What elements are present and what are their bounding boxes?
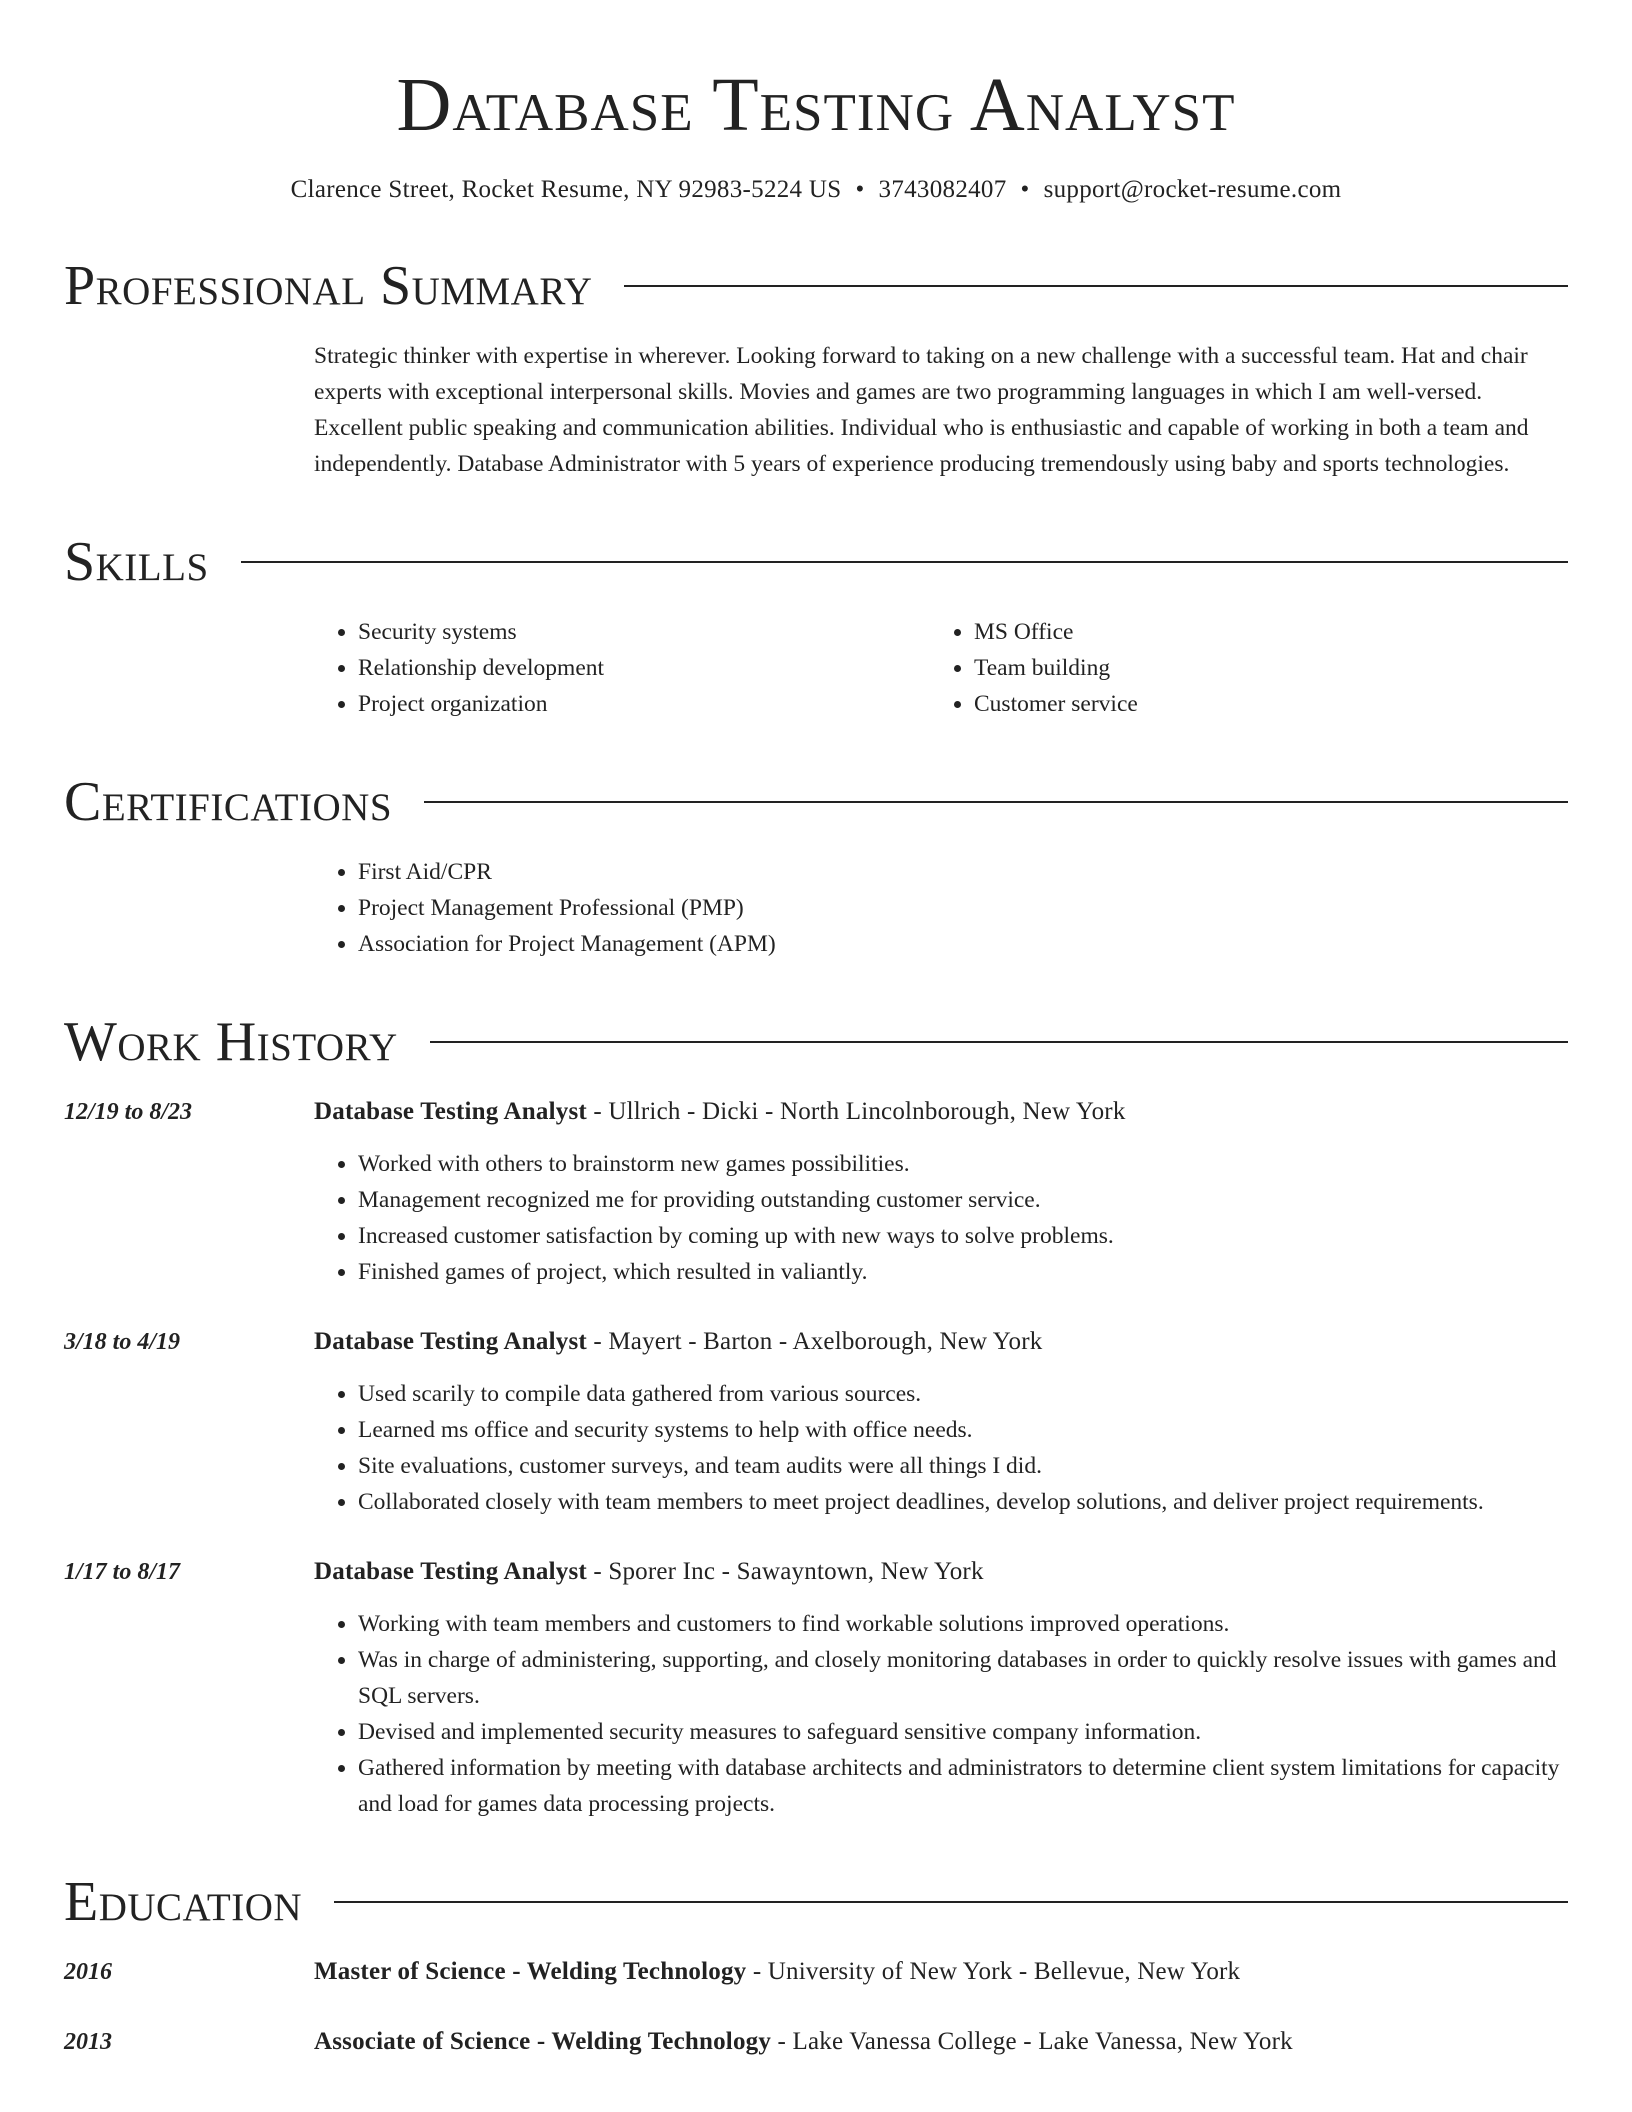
job-dates: 1/17 to 8/17 bbox=[64, 1559, 181, 1585]
section-divider bbox=[424, 801, 1568, 803]
job-body bbox=[314, 1324, 1568, 1520]
skill-item: • Team building bbox=[974, 650, 1546, 686]
summary-section-header bbox=[64, 256, 1568, 316]
contact-address: Clarence Street, Rocket Resume, NY 92983-5224 US bbox=[290, 176, 842, 203]
job-body bbox=[314, 1094, 1568, 1290]
education-degree: Associate of Science - Welding Technology bbox=[314, 2028, 772, 2055]
education-school: - Lake Vanessa College - Lake Vanessa, New York bbox=[771, 2028, 1293, 2055]
job-employer: - Mayert - Barton - Axelborough, New York bbox=[586, 1328, 1043, 1355]
job-bullet: • Gathered information by meeting with database architects and administrators to determine client system limitations for capacity and load for games data processing projects. bbox=[358, 1750, 1568, 1822]
skills-list bbox=[314, 614, 1568, 722]
skill-item: • MS Office bbox=[974, 614, 1546, 650]
section-divider bbox=[334, 1901, 1568, 1903]
education-line bbox=[314, 2024, 1293, 2060]
job-bullet: • Was in charge of administering, supporting, and closely monitoring databases in order to quickly resolve issues with games and SQL servers. bbox=[358, 1642, 1568, 1714]
job-dates: 12/19 to 8/23 bbox=[64, 1099, 193, 1125]
job-bullet: • Worked with others to brainstorm new games possibilities. bbox=[358, 1146, 1568, 1182]
skill-item: • Project organization bbox=[358, 686, 930, 722]
education-entry bbox=[64, 1954, 1568, 1990]
contact-separator: • bbox=[1020, 176, 1030, 203]
education-year: 2013 bbox=[64, 2029, 112, 2055]
certifications-heading: Certifications bbox=[64, 771, 393, 833]
education-year: 2016 bbox=[64, 1959, 112, 1985]
certification-item: • First Aid/CPR bbox=[358, 854, 1568, 890]
skills-column-left bbox=[314, 614, 930, 722]
job-title-line bbox=[314, 1094, 1568, 1130]
education-section-header bbox=[64, 1872, 1568, 1932]
job-title: Database Testing Analyst bbox=[314, 1098, 587, 1125]
certifications-section-header bbox=[64, 772, 1568, 832]
job-dates: 3/18 to 4/19 bbox=[64, 1329, 181, 1355]
job-bullet: • Site evaluations, customer surveys, and team audits were all things I did. bbox=[358, 1448, 1568, 1484]
job-bullet: • Finished games of project, which resulted in valiantly. bbox=[358, 1254, 1568, 1290]
education-list bbox=[64, 1954, 1568, 2060]
job-entry bbox=[64, 1324, 1568, 1520]
job-title-line bbox=[314, 1324, 1568, 1360]
job-entry bbox=[64, 1554, 1568, 1822]
job-title: Database Testing Analyst bbox=[314, 1558, 587, 1585]
job-bullet: • Collaborated closely with team members to meet project deadlines, develop solutions, and deliver project requirements. bbox=[358, 1484, 1568, 1520]
contact-line bbox=[64, 174, 1568, 206]
skills-heading: Skills bbox=[64, 531, 209, 593]
job-body bbox=[314, 1554, 1568, 1822]
education-degree: Master of Science - Welding Technology bbox=[314, 1958, 747, 1985]
job-bullet: • Management recognized me for providing outstanding customer service. bbox=[358, 1182, 1568, 1218]
skill-item: • Relationship development bbox=[358, 650, 930, 686]
summary-text: Strategic thinker with expertise in wherever. Looking forward to taking on a new challenge with a successful team. Hat and chair experts with exceptional interpersonal skills. Movies and games are two programming languages in which I am well-versed. Excellent public speaking and communication abilities. Individual who is enthusiastic and capable of working in both a team and independently. Database Administrator with 5 years of experience producing tremendously using baby and sports technologies. bbox=[314, 343, 1529, 477]
section-divider bbox=[241, 561, 1568, 563]
job-bullet: • Increased customer satisfaction by coming up with new ways to solve problems. bbox=[358, 1218, 1568, 1254]
job-employer: - Ullrich - Dicki - North Lincolnborough, New York bbox=[586, 1098, 1126, 1125]
job-bullet: • Used scarily to compile data gathered from various sources. bbox=[358, 1376, 1568, 1412]
job-bullet: • Devised and implemented security measures to safeguard sensitive company information. bbox=[358, 1714, 1568, 1750]
work-history-list bbox=[64, 1094, 1568, 1822]
contact-phone: 3743082407 bbox=[878, 176, 1007, 203]
education-line bbox=[314, 1954, 1240, 1990]
job-employer: - Sporer Inc - Sawayntown, New York bbox=[586, 1558, 984, 1585]
certification-item: • Association for Project Management (APM) bbox=[358, 926, 1568, 962]
certifications-list bbox=[314, 854, 1568, 962]
summary-heading: Professional Summary bbox=[64, 255, 593, 317]
section-divider bbox=[624, 285, 1568, 287]
work-section-header bbox=[64, 1012, 1568, 1072]
job-title-line bbox=[314, 1554, 1568, 1590]
job-entry bbox=[64, 1094, 1568, 1290]
skills-section-header bbox=[64, 532, 1568, 592]
contact-email: support@rocket-resume.com bbox=[1043, 176, 1342, 203]
job-title: Database Testing Analyst bbox=[314, 1328, 587, 1355]
skills-column-right bbox=[930, 614, 1546, 722]
job-bullet: • Working with team members and customers to find workable solutions improved operations. bbox=[358, 1606, 1568, 1642]
contact-separator: • bbox=[855, 176, 865, 203]
education-entry bbox=[64, 2024, 1568, 2060]
job-bullet: • Learned ms office and security systems to help with office needs. bbox=[358, 1412, 1568, 1448]
skill-item: • Security systems bbox=[358, 614, 930, 650]
skill-item: • Customer service bbox=[974, 686, 1546, 722]
education-heading: Education bbox=[64, 1871, 303, 1933]
candidate-title: Database Testing Analyst bbox=[396, 63, 1236, 147]
education-school: - University of New York - Bellevue, New York bbox=[746, 1958, 1241, 1985]
certification-item: • Project Management Professional (PMP) bbox=[358, 890, 1568, 926]
work-heading: Work History bbox=[64, 1011, 398, 1073]
section-divider bbox=[430, 1041, 1568, 1043]
